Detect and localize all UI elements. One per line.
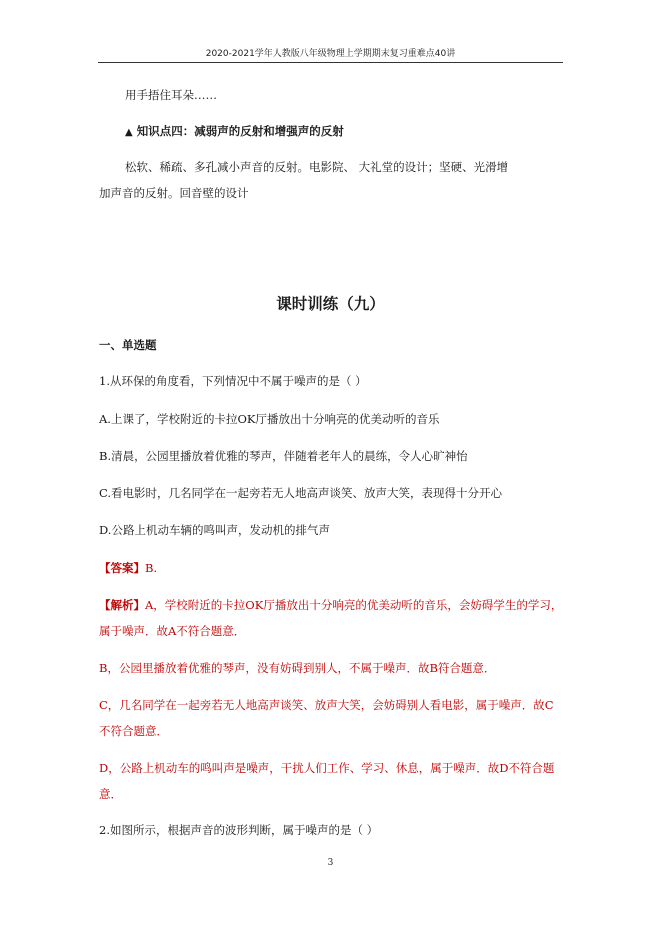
knowledge-point-text: 知识点四：减弱声的反射和增强声的反射 [136, 124, 344, 138]
knowledge-point-heading [125, 124, 344, 140]
prev-line: 用手捂住耳朵…… [125, 88, 217, 102]
triangle-icon: ▲ [125, 127, 133, 138]
paragraph-line-1: 松软、稀疏、多孔减小声音的反射。电影院、 大礼堂的设计；坚硬、光滑增 [125, 160, 509, 174]
page-number: 3 [327, 858, 334, 868]
question-2-stem: 2.如图所示，根据声音的波形判断，属于噪声的是（ ） [99, 823, 379, 837]
option-c: C.看电影时，几名同学在一起旁若无人地高声谈笑、放声大笑，表现得十分开心 [99, 486, 503, 500]
answer-tag: 【答案】 [99, 561, 145, 575]
analysis-b: B，公园里播放着优雅的琴声，没有妨碍到别人，不属于噪声．故B符合题意． [99, 661, 496, 675]
analysis-a-line-2: 属于噪声．故A不符合题意． [99, 624, 246, 638]
answer-line [99, 561, 157, 575]
analysis-d-line-2: 意． [99, 787, 122, 801]
analysis-a-text: A，学校附近的卡拉OK厅播放出十分响亮的优美动听的音乐，会妨碍学生的学习， [145, 598, 563, 612]
analysis-c-line-2: 不符合题意． [99, 724, 168, 738]
analysis-d-line-1: D，公路上机动车的鸣叫声是噪声，干扰人们工作、学习、休息，属于噪声．故D不符合题 [99, 761, 555, 775]
analysis-tag: 【解析】 [99, 598, 145, 612]
page-title: 课时训练（九） [276, 295, 385, 313]
option-d: D.公路上机动车辆的鸣叫声，发动机的排气声 [99, 523, 330, 537]
paragraph-line-2: 加声音的反射。回音壁的设计 [99, 186, 249, 200]
section-heading: 一、单选题 [99, 338, 157, 352]
analysis-c-line-1: C，几名同学在一起旁若无人地高声谈笑、放声大笑，会妨碍别人看电影，属于噪声．故C [99, 698, 554, 712]
answer-value: B. [145, 561, 158, 575]
analysis-a-line-1 [99, 598, 562, 612]
question-1-stem: 1.从环保的角度看，下列情况中不属于噪声的是（ ） [99, 374, 367, 388]
option-a: A.上课了，学校附近的卡拉OK厅播放出十分响亮的优美动听的音乐 [99, 412, 440, 426]
option-b: B.清晨，公园里播放着优雅的琴声，伴随着老年人的晨练，令人心旷神怡 [99, 449, 468, 463]
page-header: 2020-2021学年人教版八年级物理上学期期末复习重难点40讲 [205, 49, 456, 59]
header-divider [98, 62, 563, 63]
